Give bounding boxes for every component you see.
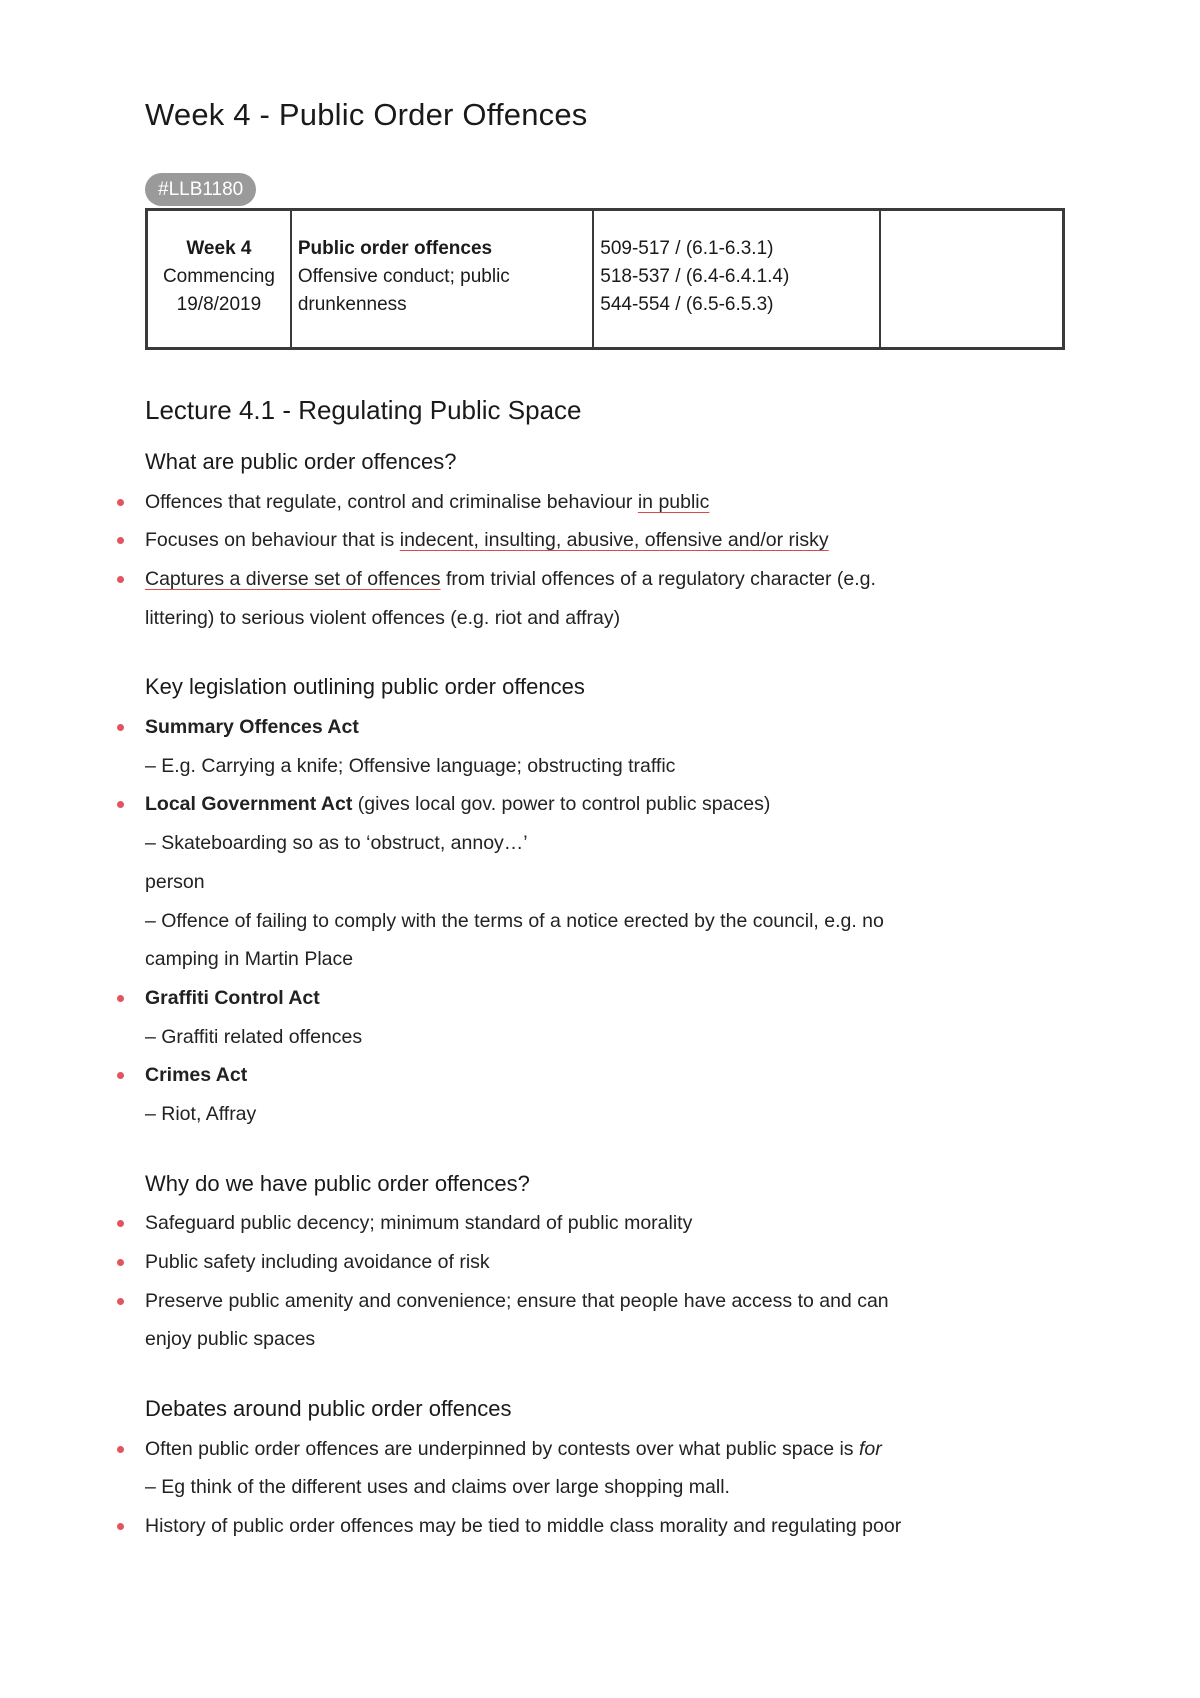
section-heading: What are public order offences? — [145, 448, 457, 474]
section-heading: Debates around public order offences — [145, 1396, 512, 1422]
item-text: Often public order offences are underpinned by contests over what public space is — [145, 1437, 859, 1460]
list-item — [145, 1507, 1075, 1546]
bullet-icon — [117, 995, 124, 1002]
topic-heading: Public order offences — [297, 238, 493, 260]
table-row — [147, 210, 1064, 349]
list-item — [145, 1282, 1075, 1359]
section-heading: Why do we have public order offences? — [145, 1170, 530, 1196]
item-text: (gives local gov. power to control public spaces) — [352, 793, 771, 816]
item-text: from trivial offences of a regulatory character (e.g. — [440, 567, 876, 590]
item-text: Preserve public amenity and convenience; ensure that people have access to and can — [145, 1289, 889, 1312]
week-table — [145, 208, 1065, 350]
item-sub-line: – Eg think of the different uses and claims over large shopping mall. — [145, 1476, 730, 1499]
list-item — [145, 1056, 1075, 1133]
item-text: Offences that regulate, control and criminalise behaviour — [145, 490, 638, 513]
week-date: 19/8/2019 — [176, 294, 262, 316]
bullet-icon — [117, 1072, 124, 1079]
item-sub-line: person — [145, 870, 205, 893]
emphasis-text: for — [858, 1437, 882, 1460]
bullet-icon — [117, 1523, 124, 1530]
bullet-icon — [117, 1298, 124, 1305]
bullet-icon — [117, 537, 124, 544]
list-item — [145, 708, 1075, 785]
list-item — [145, 1430, 1075, 1507]
list-item — [145, 483, 1075, 522]
topic-cell — [291, 210, 593, 349]
section-heading: Key legislation outlining public order offences — [145, 674, 585, 700]
list-item — [145, 560, 1075, 637]
item-text: Safeguard public decency; minimum standard of public morality — [145, 1212, 693, 1235]
list-item — [145, 521, 1075, 560]
pages-line: 509-517 / (6.1-6.3.1) — [600, 238, 774, 260]
act-name: Local Government Act — [145, 793, 353, 816]
bullet-icon — [117, 724, 124, 731]
bullet-icon — [117, 1446, 124, 1453]
week-cell — [147, 210, 291, 349]
bullet-list — [145, 1204, 1075, 1359]
empty-cell — [880, 210, 1063, 349]
commencing-label: Commencing — [162, 266, 275, 288]
bullet-list — [145, 708, 1075, 1134]
bullet-icon — [117, 499, 124, 506]
list-item — [145, 785, 1075, 979]
pages-cell — [593, 210, 880, 349]
topic-line: Offensive conduct; public — [297, 266, 510, 288]
tag-row — [145, 133, 1075, 206]
topic-line: drunkenness — [297, 294, 407, 316]
item-sub-line: – E.g. Carrying a knife; Offensive language; obstructing traffic — [145, 754, 676, 777]
underlined-text: in public — [637, 490, 710, 513]
item-sub-line: – Graffiti related offences — [145, 1025, 363, 1048]
list-item — [145, 1204, 1075, 1243]
item-text: History of public order offences may be tied to middle class morality and regulating poor — [145, 1515, 902, 1538]
underlined-text: Captures a diverse set of offences — [145, 567, 441, 590]
item-continuation: enjoy public spaces — [145, 1328, 316, 1351]
document-content — [145, 96, 1075, 1546]
bullet-icon — [117, 1220, 124, 1227]
bullet-icon — [117, 576, 124, 583]
bullet-list — [145, 483, 1075, 638]
bullet-icon — [117, 1259, 124, 1266]
underlined-text: indecent, insulting, abusive, offensive and/or risky — [399, 529, 829, 552]
act-name: Crimes Act — [145, 1064, 248, 1087]
act-name: Summary Offences Act — [145, 715, 359, 738]
item-text: Focuses on behaviour that is — [145, 529, 400, 552]
course-tag[interactable]: #LLB1180 — [145, 173, 256, 206]
page-title: Week 4 - Public Order Offences — [145, 97, 588, 132]
item-sub-line: – Riot, Affray — [145, 1103, 257, 1126]
lecture-title: Lecture 4.1 - Regulating Public Space — [145, 395, 582, 426]
item-text: Public safety including avoidance of risk — [145, 1251, 490, 1274]
pages-line: 518-537 / (6.4-6.4.1.4) — [600, 266, 790, 288]
week-label: Week 4 — [186, 238, 252, 260]
list-item — [145, 1243, 1075, 1282]
pages-line: 544-554 / (6.5-6.5.3) — [600, 294, 774, 316]
item-sub-line: camping in Martin Place — [145, 948, 354, 971]
act-name: Graffiti Control Act — [145, 986, 320, 1009]
bullet-icon — [117, 801, 124, 808]
list-item — [145, 979, 1075, 1056]
item-sub-line: – Offence of failing to comply with the terms of a notice erected by the council, e.g. no — [145, 909, 884, 932]
item-continuation: littering) to serious violent offences (e.g. riot and affray) — [145, 606, 621, 629]
bullet-list — [145, 1430, 1075, 1546]
item-sub-line: – Skateboarding so as to ‘obstruct, annoy…’ — [145, 832, 528, 855]
